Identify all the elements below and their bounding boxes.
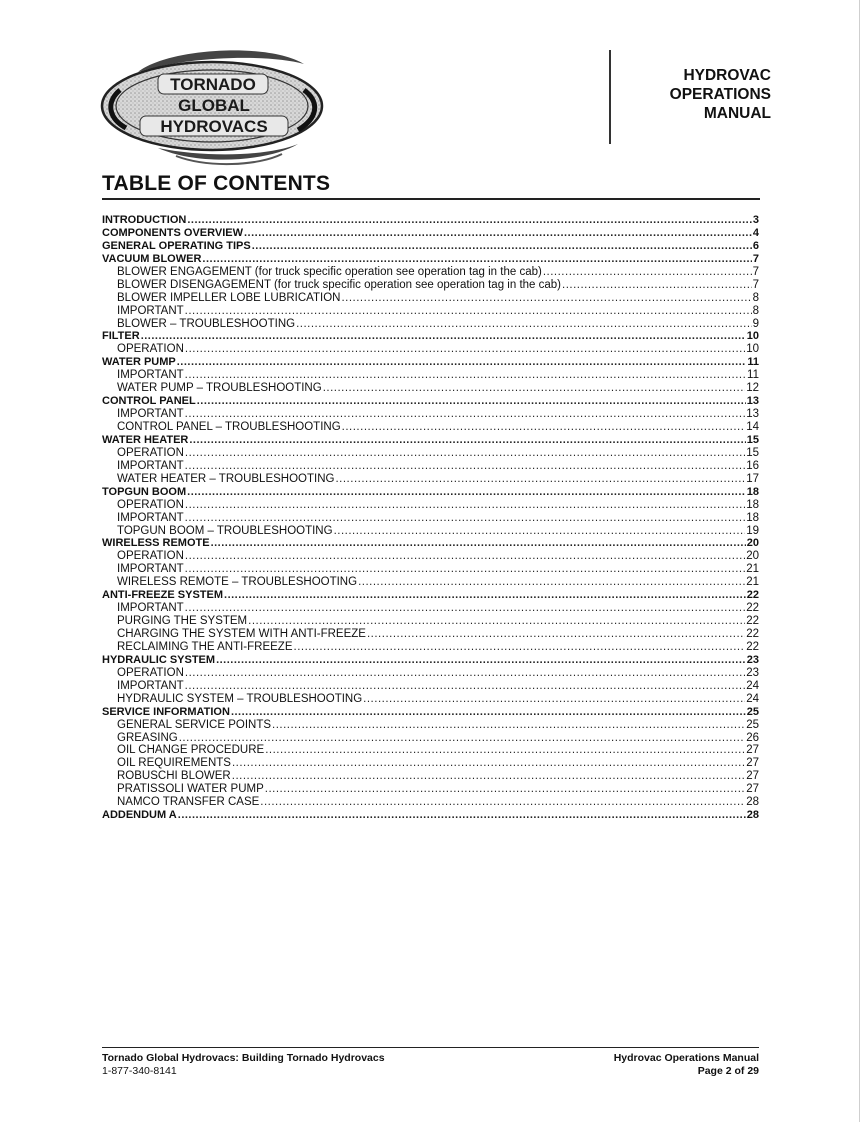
toc-dot-leader [334, 525, 746, 538]
toc-entry-label: OPERATION [117, 498, 184, 511]
toc-dot-leader [232, 757, 745, 770]
toc-entry-label: CONTROL PANEL – TROUBLESHOOTING [117, 421, 341, 433]
toc-heading-rule [102, 198, 760, 200]
toc-entry-page: 27 [746, 770, 759, 783]
toc-entry-page: 18 [746, 498, 759, 511]
toc-entry-label: RECLAIMING THE ANTI-FREEZE [117, 640, 293, 653]
toc-dot-leader [187, 486, 746, 499]
toc-entry[interactable] [102, 654, 759, 667]
toc-entry-label: ROBUSCHI BLOWER [117, 770, 231, 783]
toc-entry-label: INTRODUCTION [102, 214, 187, 226]
toc-entry-page: 14 [746, 421, 759, 433]
toc-entry[interactable] [102, 318, 759, 331]
toc-entry-page: 25 [746, 718, 759, 731]
manual-title [571, 66, 771, 123]
toc-entry-label: VACUUM BLOWER [102, 252, 202, 265]
toc-dot-leader [185, 550, 745, 563]
toc-entry-page: 27 [746, 757, 759, 770]
toc-entry[interactable] [102, 589, 759, 602]
toc-entry-page: 22 [746, 602, 759, 615]
manual-title-line-2: OPERATIONS [669, 86, 771, 103]
manual-title-line-3: MANUAL [703, 105, 771, 122]
toc-entry-page: 10 [746, 343, 759, 356]
toc-entry-label: OIL REQUIREMENTS [117, 757, 231, 770]
toc-entry-page: 12 [746, 382, 759, 395]
toc-entry[interactable] [102, 706, 759, 719]
toc-entry[interactable] [102, 667, 759, 680]
toc-entry-page: 15 [746, 446, 759, 459]
toc-entry-label: IMPORTANT [117, 602, 184, 615]
toc-entry-page: 24 [746, 692, 759, 705]
toc-entry[interactable] [102, 330, 759, 343]
toc-entry-label: IMPORTANT [117, 408, 184, 421]
toc-entry[interactable] [102, 563, 759, 576]
toc-entry-page: 22 [746, 615, 759, 628]
toc-dot-leader [367, 628, 745, 641]
toc-entry-label: TOPGUN BOOM – TROUBLESHOOTING [117, 524, 333, 537]
toc-entry[interactable] [102, 253, 759, 266]
toc-entry[interactable] [102, 460, 759, 473]
toc-dot-leader [179, 732, 745, 745]
toc-entry[interactable] [102, 602, 759, 615]
toc-dot-leader [543, 266, 752, 279]
toc-entry-label: IMPORTANT [117, 511, 184, 524]
toc-entry[interactable] [102, 796, 759, 809]
toc-entry[interactable] [102, 641, 759, 654]
toc-entry[interactable] [102, 214, 759, 227]
toc-entry-label: CONTROL PANEL [102, 395, 196, 408]
toc-dot-leader [342, 421, 746, 434]
toc-entry[interactable] [102, 421, 759, 434]
toc-dot-leader [232, 770, 745, 783]
toc-entry-label: OPERATION [117, 666, 184, 679]
toc-dot-leader [185, 408, 746, 421]
toc-entry[interactable] [102, 356, 759, 369]
toc-entry-page: 20 [746, 550, 759, 563]
toc-entry[interactable] [102, 693, 759, 706]
toc-dot-leader [323, 382, 746, 395]
toc-entry-page: 17 [746, 472, 759, 485]
toc-entry-label: IMPORTANT [117, 679, 184, 692]
toc-entry-label: IMPORTANT [117, 459, 184, 472]
toc-entry-label: WIRELESS REMOTE [102, 537, 210, 550]
toc-entry-label: GENERAL OPERATING TIPS [102, 239, 251, 252]
toc-entry[interactable] [102, 550, 759, 563]
toc-dot-leader [197, 395, 746, 408]
toc-entry[interactable] [102, 744, 759, 757]
toc-entry-page: 21 [746, 576, 759, 589]
toc-entry[interactable] [102, 537, 759, 550]
toc-dot-leader [185, 460, 746, 473]
toc-entry-page: 8 [752, 291, 759, 304]
toc-entry-page: 9 [752, 317, 759, 330]
toc-entry-label: ADDENDUM A [102, 809, 177, 822]
toc-dot-leader [296, 318, 752, 331]
toc-entry-page: 11 [747, 356, 759, 369]
toc-entry[interactable] [102, 576, 759, 589]
toc-entry-page: 18 [746, 485, 759, 498]
toc-entry-label: WIRELESS REMOTE – TROUBLESHOOTING [117, 576, 358, 589]
toc-dot-leader [185, 512, 746, 525]
toc-dot-leader [358, 576, 745, 589]
toc-entry[interactable] [102, 783, 759, 796]
toc-entry-label: OPERATION [117, 550, 184, 563]
toc-entry-label: TOPGUN BOOM [102, 485, 187, 498]
toc-entry[interactable] [102, 770, 759, 783]
toc-entry-label: ANTI-FREEZE SYSTEM [102, 589, 224, 602]
toc-entry-page: 28 [746, 809, 759, 822]
toc-entry[interactable] [102, 512, 759, 525]
toc-dot-leader [211, 537, 746, 550]
toc-entry-page: 23 [746, 653, 759, 666]
toc-entry-label: OPERATION [117, 446, 184, 459]
toc-entry[interactable] [102, 757, 759, 770]
toc-dot-leader [185, 499, 745, 512]
toc-dot-leader [216, 654, 746, 667]
toc-entry-label: FILTER [102, 330, 140, 343]
toc-entry-label: OIL CHANGE PROCEDURE [117, 744, 265, 757]
toc-entry-label: PURGING THE SYSTEM [117, 615, 248, 628]
footer-left [102, 1052, 385, 1078]
manual-title-line-1: HYDROVAC [683, 67, 771, 84]
toc-entry-page: 18 [746, 511, 759, 524]
toc-dot-leader [185, 602, 746, 615]
toc-dot-leader [252, 240, 752, 253]
footer-page-number: Page 2 of 29 [697, 1065, 759, 1077]
toc-entry[interactable] [102, 732, 759, 745]
toc-entry-label: WATER PUMP – TROUBLESHOOTING [117, 382, 322, 395]
toc-entry-page: 20 [746, 537, 759, 550]
toc-entry[interactable] [102, 382, 759, 395]
toc-entry-label: BLOWER IMPELLER LOBE LUBRICATION [117, 291, 341, 304]
toc-entry-page: 19 [746, 524, 759, 537]
toc-entry-page: 27 [746, 744, 759, 757]
toc-dot-leader [294, 641, 746, 654]
toc-entry[interactable] [102, 408, 759, 421]
toc-entry[interactable] [102, 395, 759, 408]
toc-dot-leader [272, 719, 745, 732]
toc-entry-page: 15 [746, 433, 759, 446]
toc-dot-leader [231, 706, 746, 719]
toc-entry-page: 10 [746, 330, 759, 343]
toc-entry-page: 3 [752, 214, 759, 226]
toc-dot-leader [224, 589, 746, 602]
toc-dot-leader [189, 434, 745, 447]
toc-dot-leader [177, 356, 747, 369]
toc-entry[interactable] [102, 266, 759, 279]
footer-right [614, 1052, 759, 1078]
toc-entry-page: 21 [746, 563, 759, 576]
toc-entry-label: CHARGING THE SYSTEM WITH ANTI-FREEZE [117, 628, 366, 640]
toc-entry[interactable] [102, 719, 759, 732]
logo-line-3: HYDROVACS [160, 117, 268, 136]
toc-entry-label: IMPORTANT [117, 304, 184, 317]
footer-company: Tornado Global Hydrovacs: Building Tornado Hydrovacs [102, 1052, 385, 1064]
toc-dot-leader [185, 305, 752, 318]
toc-entry-label: WATER HEATER – TROUBLESHOOTING [117, 472, 335, 485]
toc-entry-page: 7 [752, 252, 759, 265]
toc-entry[interactable] [102, 525, 759, 538]
toc-entry-label: OPERATION [117, 343, 184, 356]
toc-entry-page: 7 [752, 265, 759, 278]
toc-entry[interactable] [102, 499, 759, 512]
toc-dot-leader [202, 253, 751, 266]
toc-entry-label: IMPORTANT [117, 369, 184, 382]
toc-entry-label: SERVICE INFORMATION [102, 705, 230, 718]
toc-dot-leader [141, 330, 746, 343]
toc-dot-leader [244, 227, 752, 240]
footer-rule [102, 1047, 759, 1048]
toc-entry[interactable] [102, 343, 759, 356]
company-logo [98, 44, 330, 168]
toc-entry[interactable] [102, 240, 759, 253]
footer-manual-name: Hydrovac Operations Manual [613, 1052, 759, 1064]
toc-entry[interactable] [102, 447, 759, 460]
toc-dot-leader [185, 369, 746, 382]
toc-dot-leader [335, 473, 745, 486]
toc-entry-label: WATER PUMP [102, 356, 176, 369]
toc-entry-page: 22 [746, 628, 759, 640]
toc-dot-leader [260, 796, 745, 809]
toc-entry-page: 16 [746, 459, 759, 472]
toc-dot-leader [363, 693, 745, 706]
toc-list [102, 214, 759, 822]
toc-dot-leader [185, 447, 745, 460]
toc-entry-page: 11 [747, 369, 759, 382]
toc-entry-page: 6 [752, 239, 759, 252]
toc-dot-leader [265, 783, 745, 796]
toc-entry-label: HYDRAULIC SYSTEM [102, 653, 216, 666]
toc-dot-leader [248, 615, 745, 628]
toc-entry-page: 4 [752, 226, 759, 239]
toc-entry[interactable] [102, 305, 759, 318]
toc-entry-label: GENERAL SERVICE POINTS [117, 718, 272, 731]
toc-entry-page: 7 [752, 278, 759, 291]
toc-dot-leader [185, 563, 746, 576]
toc-entry[interactable] [102, 292, 759, 305]
toc-dot-leader [185, 667, 745, 680]
toc-entry[interactable] [102, 628, 759, 641]
toc-entry-page: 23 [746, 666, 759, 679]
toc-dot-leader [185, 680, 746, 693]
toc-entry-label: WATER HEATER [102, 433, 189, 446]
toc-entry[interactable] [102, 615, 759, 628]
toc-entry-page: 26 [746, 731, 759, 744]
toc-entry[interactable] [102, 486, 759, 499]
toc-entry-label: COMPONENTS OVERVIEW [102, 226, 243, 239]
toc-entry[interactable] [102, 434, 759, 447]
toc-dot-leader [562, 279, 752, 292]
toc-entry-page: 13 [746, 408, 759, 421]
toc-entry-page: 28 [746, 796, 759, 809]
toc-entry-label: IMPORTANT [117, 563, 184, 576]
footer-phone: 1-877-340-8141 [102, 1065, 177, 1077]
toc-entry-page: 13 [746, 395, 759, 408]
toc-entry-label: NAMCO TRANSFER CASE [117, 796, 260, 809]
logo-line-2: GLOBAL [178, 96, 250, 115]
toc-dot-leader [187, 214, 752, 227]
toc-entry-label: BLOWER ENGAGEMENT (for truck specific operation see operation tag in the cab) [117, 265, 542, 278]
toc-dot-leader [265, 744, 745, 757]
toc-entry[interactable] [102, 279, 759, 292]
toc-entry-page: 8 [752, 304, 759, 317]
toc-entry-label: BLOWER – TROUBLESHOOTING [117, 317, 296, 330]
toc-entry-label: GREASING [117, 731, 178, 744]
toc-entry[interactable] [102, 809, 759, 822]
toc-entry[interactable] [102, 369, 759, 382]
toc-entry-page: 25 [746, 705, 759, 718]
toc-dot-leader [185, 343, 745, 356]
toc-heading: TABLE OF CONTENTS [102, 172, 331, 195]
toc-dot-leader [178, 809, 746, 822]
toc-entry[interactable] [102, 680, 759, 693]
toc-entry-page: 27 [746, 783, 759, 796]
toc-entry-label: HYDRAULIC SYSTEM – TROUBLESHOOTING [117, 692, 363, 705]
toc-entry-page: 24 [746, 679, 759, 692]
toc-entry[interactable] [102, 227, 759, 240]
toc-entry[interactable] [102, 473, 759, 486]
toc-entry-label: BLOWER DISENGAGEMENT (for truck specific operation see operation tag in the cab) [117, 278, 561, 291]
logo-line-1: TORNADO [170, 75, 256, 94]
toc-entry-label: PRATISSOLI WATER PUMP [117, 783, 264, 796]
toc-entry-page: 22 [746, 640, 759, 653]
page-edge-line [859, 0, 860, 1122]
toc-dot-leader [341, 292, 751, 305]
toc-entry-page: 22 [746, 589, 759, 602]
